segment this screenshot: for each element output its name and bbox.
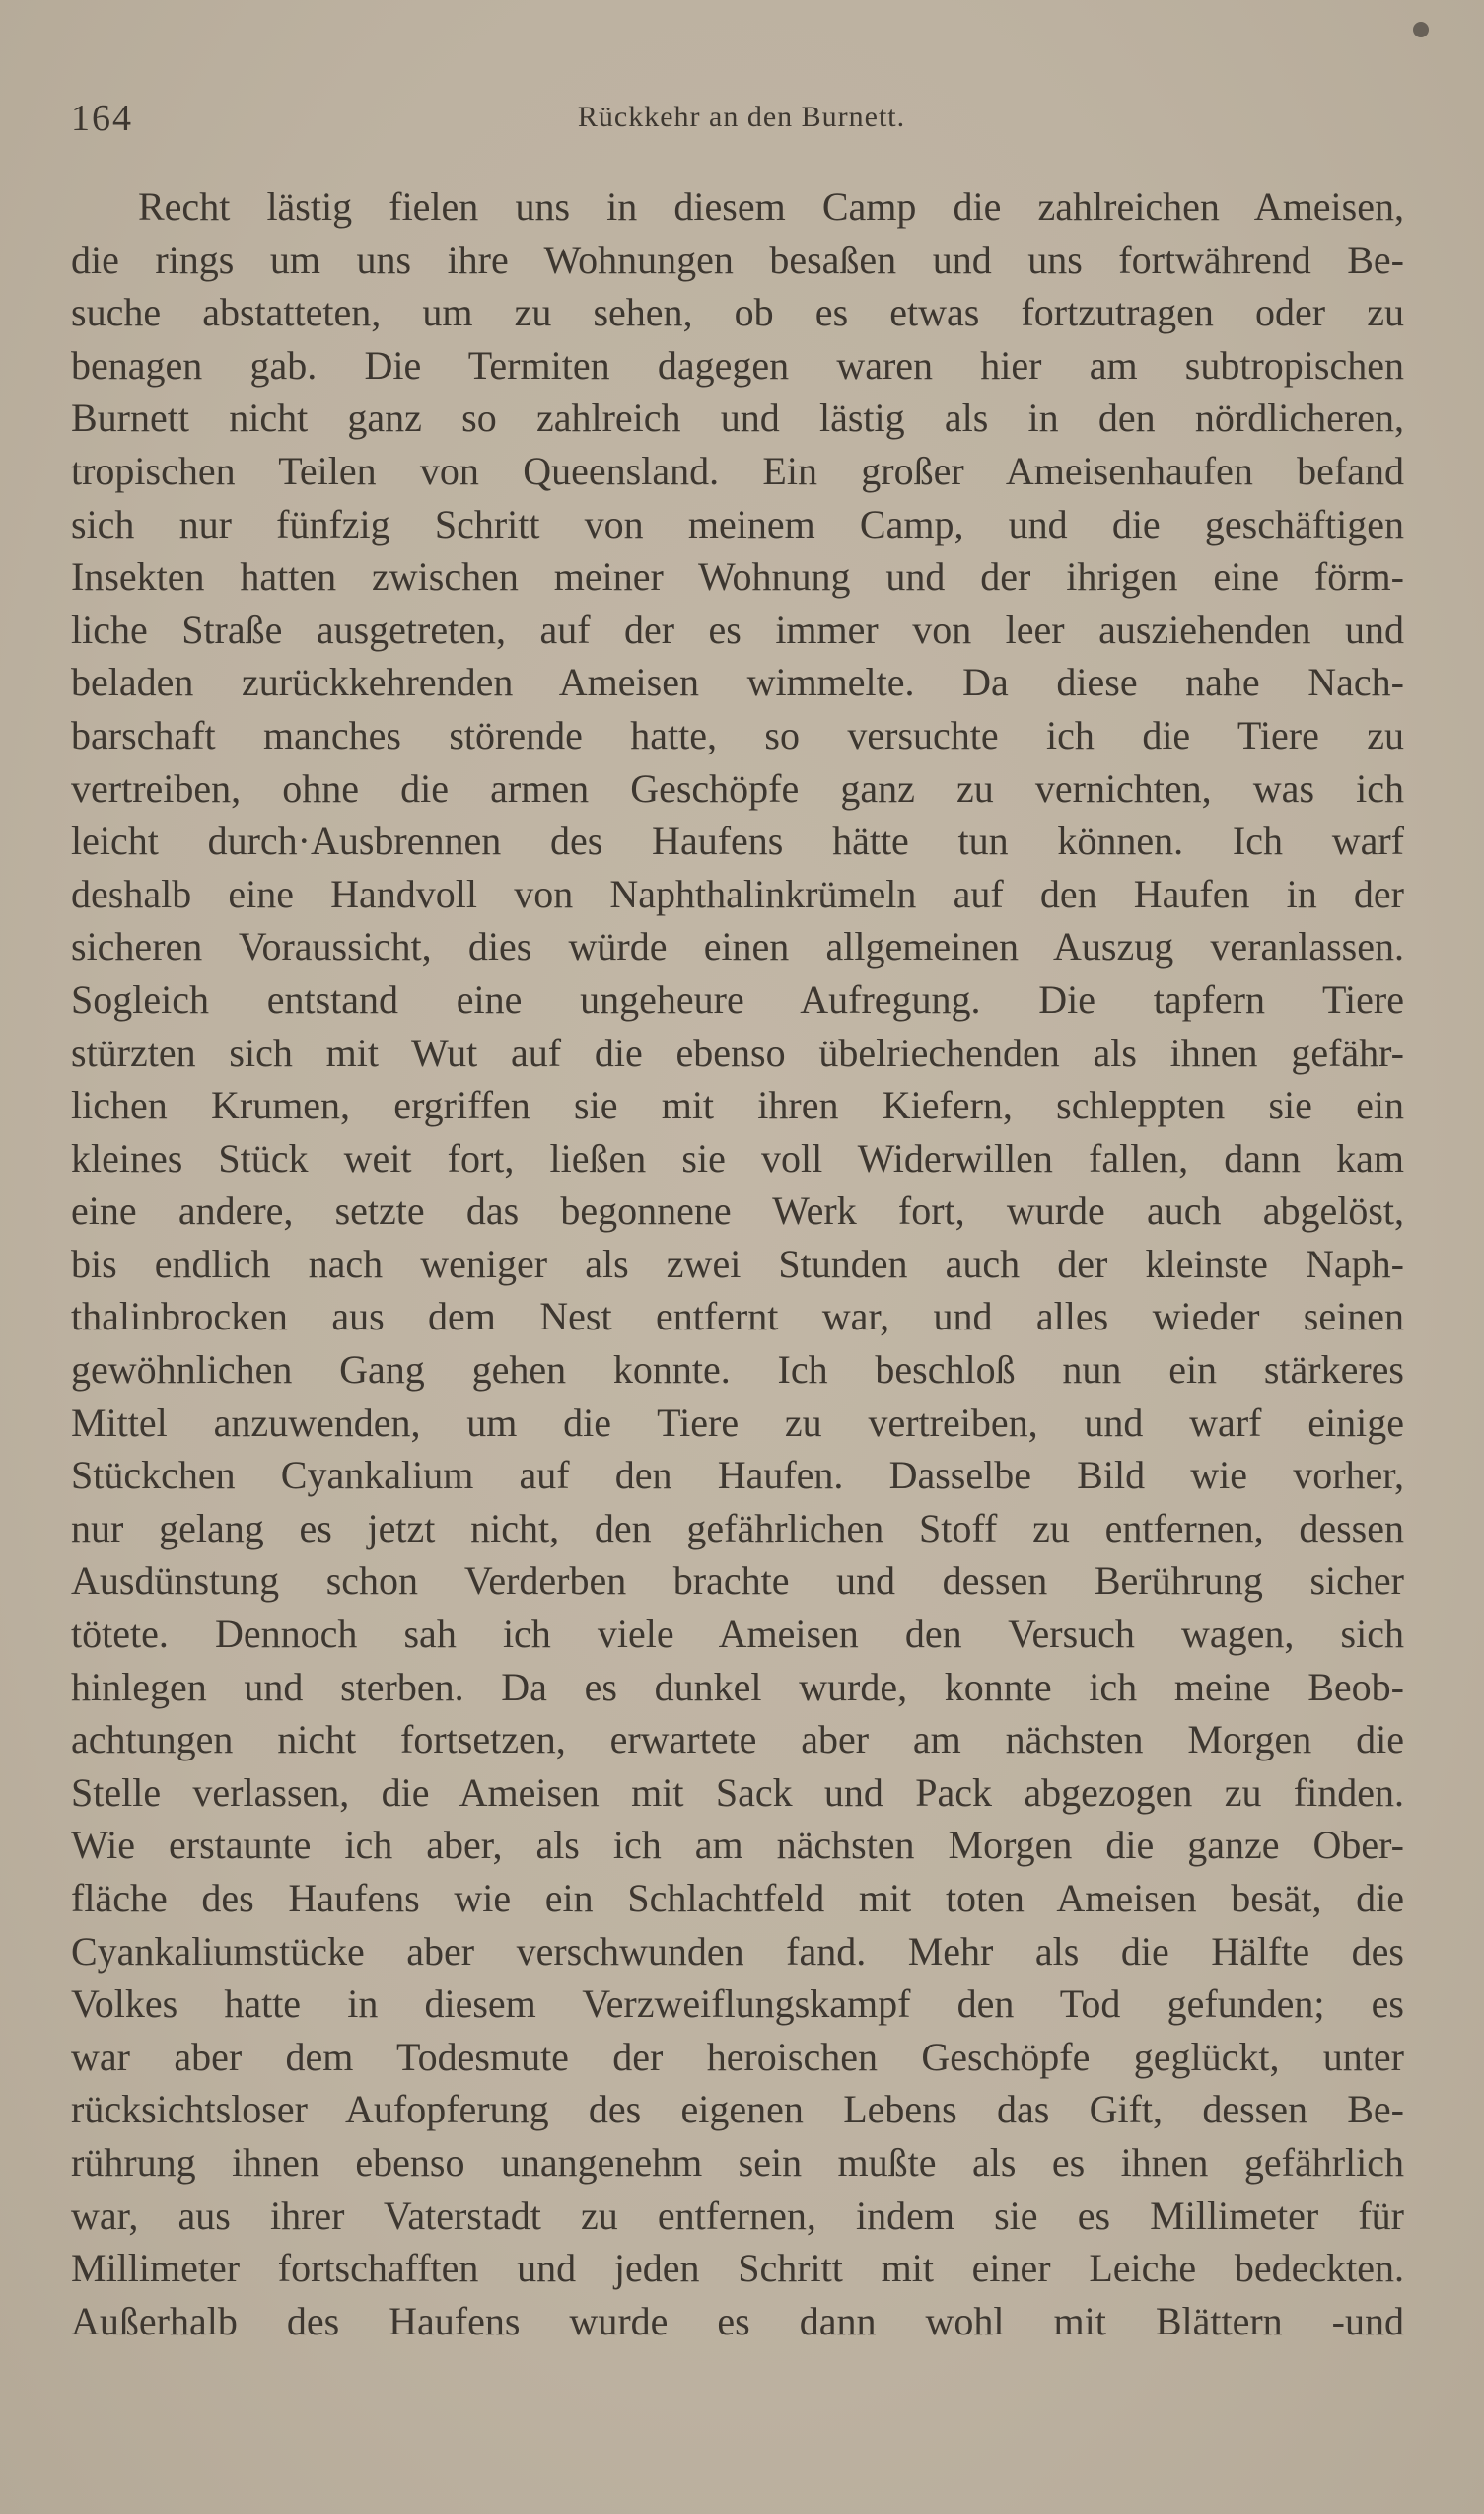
- text-line: sicheren Voraussicht, dies würde einen allgemeinen Auszug veranlassen.: [71, 924, 1404, 970]
- text-line: sich nur fünfzig Schritt von meinem Camp, und die geschäftigen: [71, 501, 1404, 546]
- text-line: die rings um uns ihre Wohnungen besaßen und uns fortwährend Be-: [71, 237, 1404, 282]
- text-line: fläche des Haufens wie ein Schlachtfeld mit toten Ameisen besät, die: [71, 1876, 1404, 1920]
- text-line: benagen gab. Die Termiten dagegen waren hier am subtropischen: [71, 342, 1404, 388]
- text-line: bis endlich nach weniger als zwei Stunden auch der kleinste Naph-: [71, 1241, 1404, 1286]
- text-line: kleines Stück weit fort, ließen sie voll Widerwillen fallen, dann kam: [71, 1135, 1404, 1181]
- text-line: eine andere, setzte das begonnene Werk fort, wurde auch abgelöst,: [71, 1188, 1404, 1234]
- text-line: Stelle verlassen, die Ameisen mit Sack und Pack abgezogen zu finden.: [71, 1769, 1404, 1815]
- text-line: tötete. Dennoch sah ich viele Ameisen den Versuch wagen, sich: [71, 1612, 1404, 1657]
- text-line: stürzten sich mit Wut auf die ebenso übelriechenden als ihnen gefähr-: [71, 1030, 1404, 1075]
- text-line: Außerhalb des Haufens wurde es dann wohl mit Blättern -und: [71, 2298, 1404, 2343]
- text-line: barschaft manches störende hatte, so versuchte ich die Tiere zu: [71, 712, 1404, 757]
- ink-spot: [1413, 22, 1429, 37]
- text-line: lichen Krumen, ergriffen sie mit ihren Kiefern, schleppten sie ein: [71, 1083, 1404, 1128]
- text-line: Ausdünstung schon Verderben brachte und dessen Berührung sicher: [71, 1558, 1404, 1604]
- text-line: Cyankaliumstücke aber verschwunden fand. Mehr als die Hälfte des: [71, 1928, 1404, 1974]
- text-line: thalinbrocken aus dem Nest entfernt war, und alles wieder seinen: [71, 1294, 1404, 1339]
- text-line: Mittel anzuwenden, um die Tiere zu vertreiben, und warf einige: [71, 1400, 1404, 1445]
- text-line: Burnett nicht ganz so zahlreich und lästig als in den nördlicheren,: [71, 395, 1404, 441]
- page-number: 164: [71, 98, 133, 139]
- text-line: leicht durch·Ausbrennen des Haufens hätte tun können. Ich warf: [71, 819, 1404, 864]
- text-line: Sogleich entstand eine ungeheure Aufregung. Die tapfern Tiere: [71, 976, 1404, 1022]
- running-title: Rückkehr an den Burnett.: [577, 101, 906, 133]
- text-line: gewöhnlichen Gang gehen konnte. Ich beschloß nun ein stärkeres: [71, 1347, 1404, 1393]
- text-line: Stückchen Cyankalium auf den Haufen. Dasselbe Bild wie vorher,: [71, 1453, 1404, 1498]
- page-header: [71, 97, 1412, 146]
- text-line: achtungen nicht fortsetzen, erwartete aber am nächsten Morgen die: [71, 1717, 1404, 1762]
- text-line: vertreiben, ohne die armen Geschöpfe ganz zu vernichten, was ich: [71, 765, 1404, 811]
- text-line: war, aus ihrer Vaterstadt zu entfernen, indem sie es Millimeter für: [71, 2192, 1404, 2238]
- text-line: Millimeter fortschafften und jeden Schritt mit einer Leiche bedeckten.: [71, 2246, 1404, 2291]
- text-line: war aber dem Todesmute der heroischen Geschöpfe geglückt, unter: [71, 2034, 1404, 2079]
- text-line: suche abstatteten, um zu sehen, ob es etwas fortzutragen oder zu: [71, 290, 1404, 335]
- text-line: rührung ihnen ebenso unangenehm sein mußte als es ihnen gefährlich: [71, 2139, 1404, 2185]
- text-line: hinlegen und sterben. Da es dunkel wurde, konnte ich meine Beob-: [71, 1664, 1404, 1709]
- text-line: deshalb eine Handvoll von Naphthalinkrümeln auf den Haufen in der: [71, 871, 1404, 916]
- text-line: tropischen Teilen von Queensland. Ein großer Ameisenhaufen befand: [71, 448, 1404, 493]
- body-text: [71, 180, 1404, 2347]
- text-line: Wie erstaunte ich aber, als ich am nächsten Morgen die ganze Ober-: [71, 1823, 1404, 1868]
- text-line: liche Straße ausgetreten, auf der es immer von leer ausziehenden und: [71, 607, 1404, 652]
- text-line: nur gelang es jetzt nicht, den gefährlichen Stoff zu entfernen, dessen: [71, 1505, 1404, 1550]
- text-line: Insekten hatten zwischen meiner Wohnung und der ihrigen eine förm-: [71, 554, 1404, 600]
- text-line: Recht lästig fielen uns in diesem Camp die zahlreichen Ameisen,: [138, 184, 1404, 229]
- text-line: rücksichtsloser Aufopferung des eigenen Lebens das Gift, dessen Be-: [71, 2087, 1404, 2132]
- text-line: Volkes hatte in diesem Verzweiflungskampf den Tod gefunden; es: [71, 1981, 1404, 2027]
- text-line: beladen zurückkehrenden Ameisen wimmelte. Da diese nahe Nach-: [71, 660, 1404, 705]
